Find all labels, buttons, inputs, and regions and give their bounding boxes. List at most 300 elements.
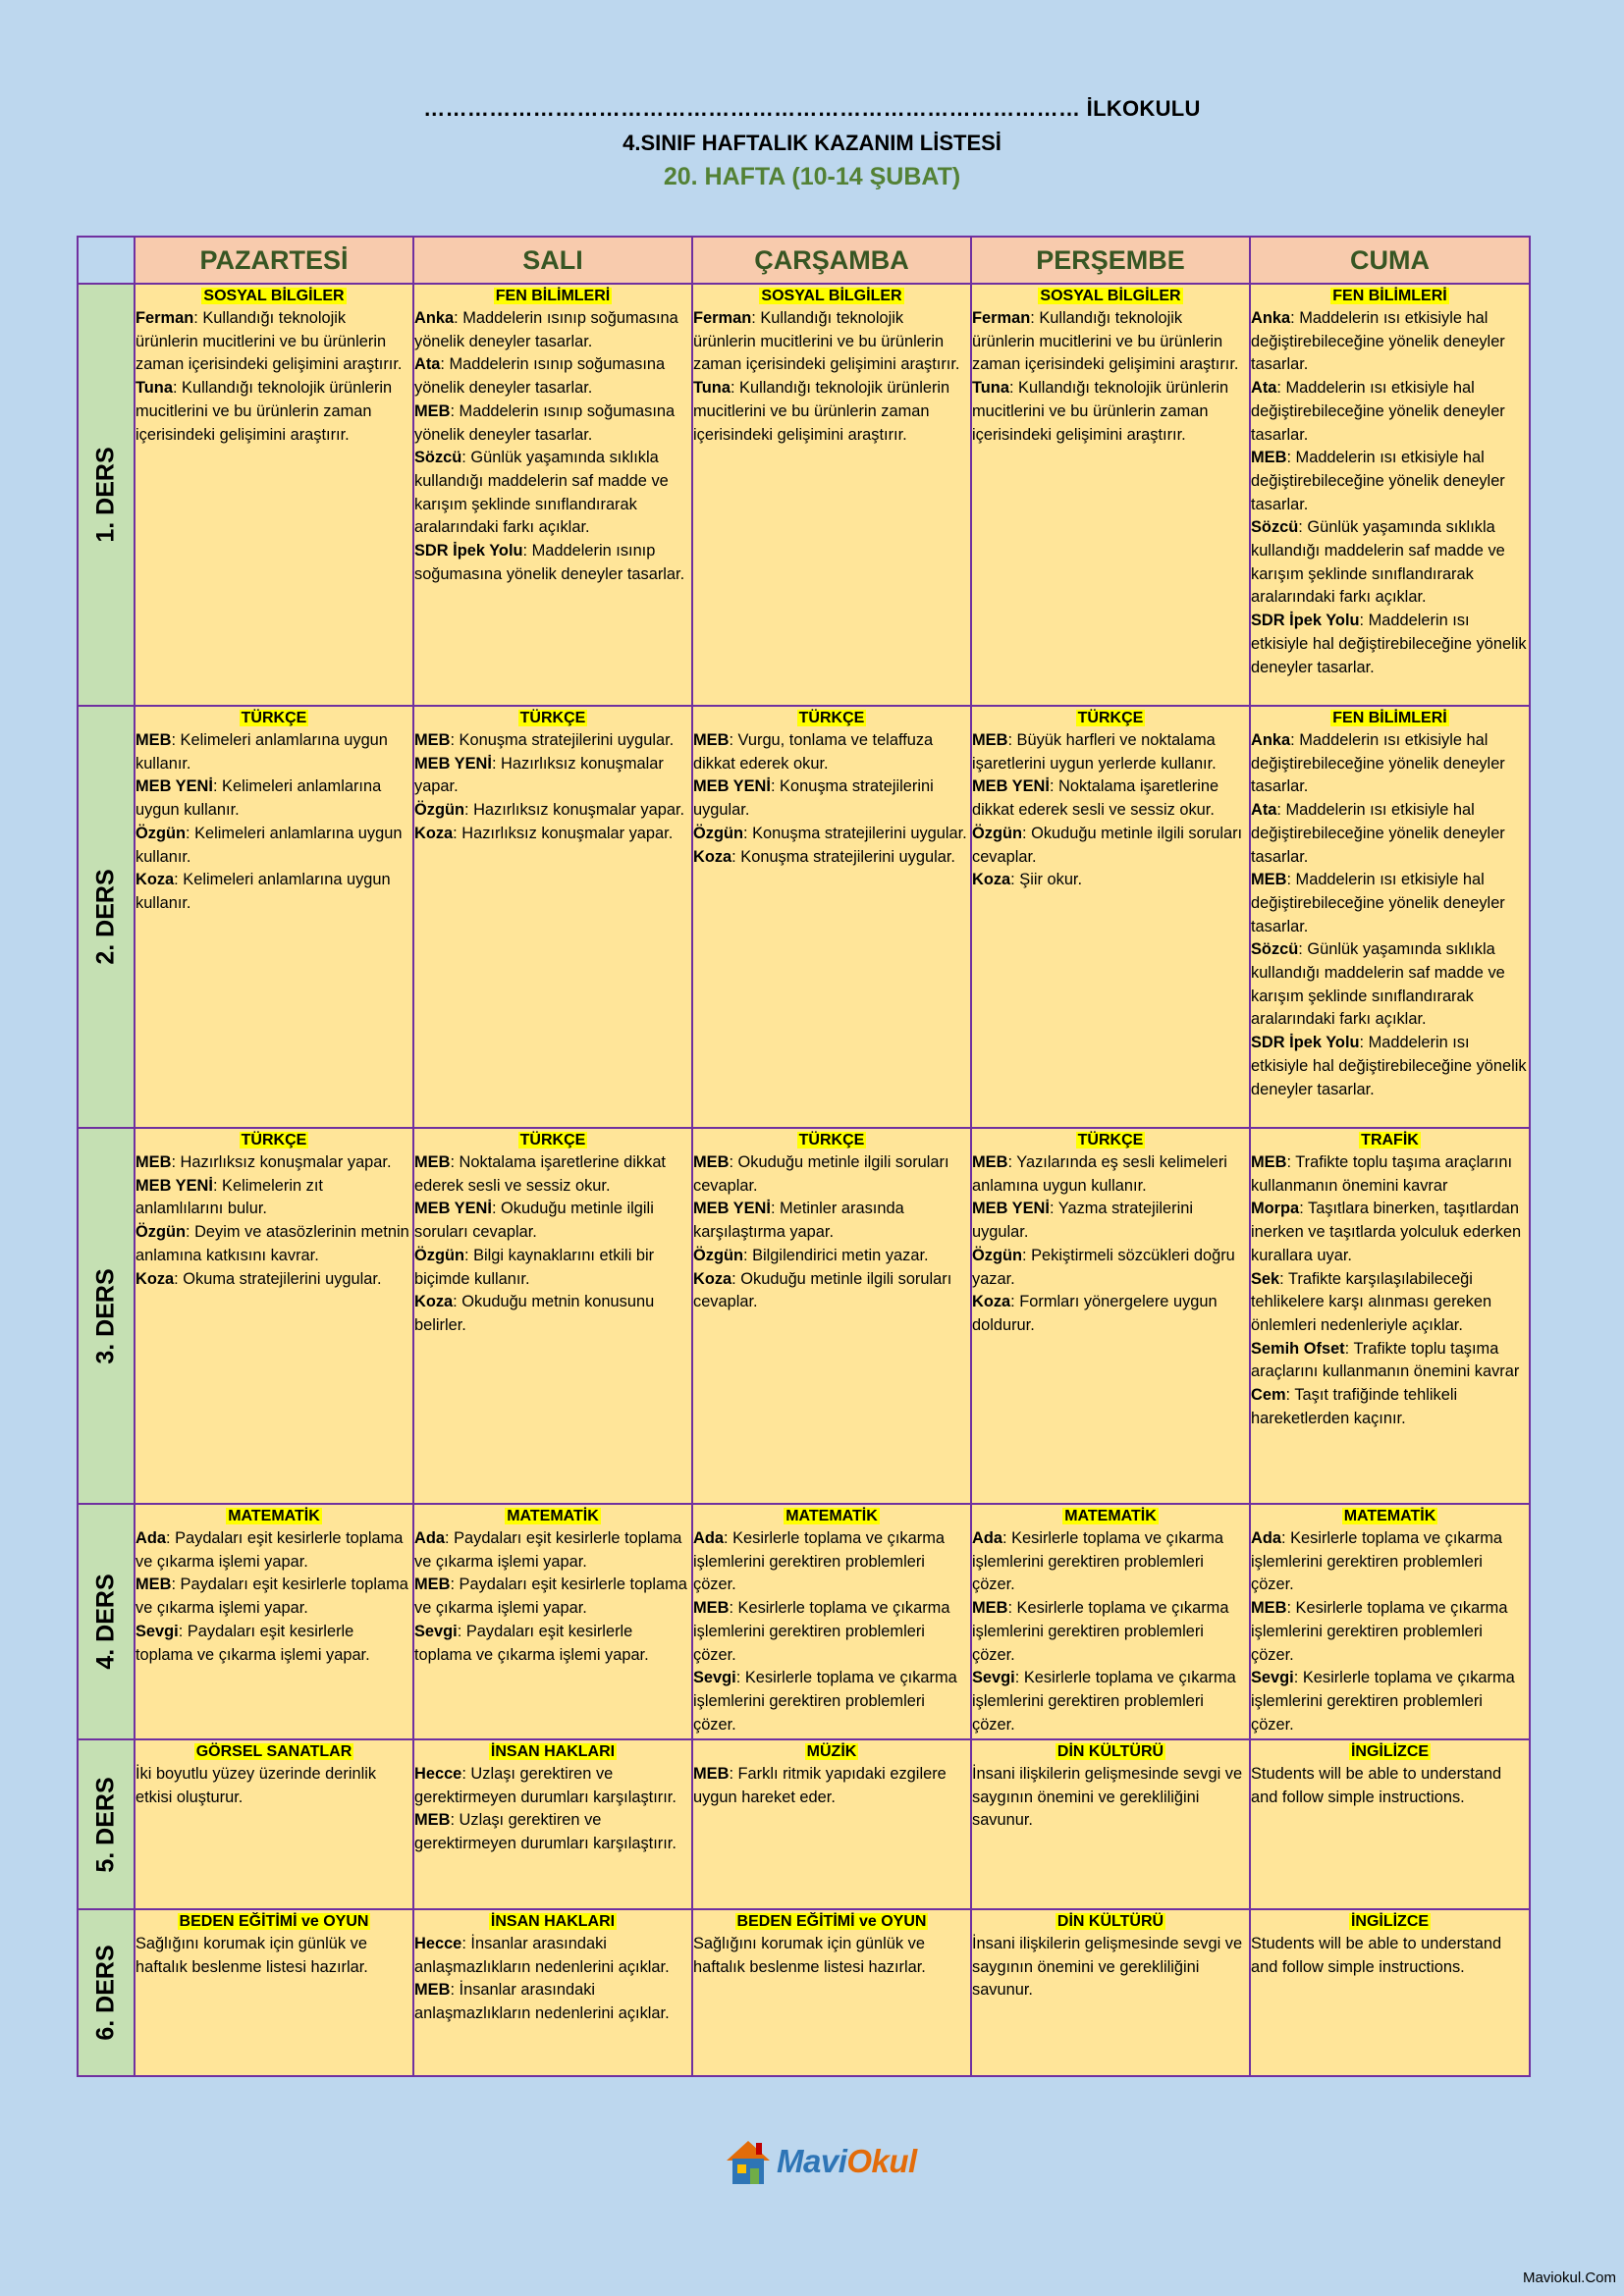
subject-highlight: İNSAN HAKLARI: [490, 1913, 616, 1930]
outcome-item: [1251, 1151, 1529, 1198]
subject-highlight: SOSYAL BİLGİLER: [761, 288, 902, 304]
publisher-name: MEB YENİ: [135, 1176, 213, 1195]
subject-highlight: TÜRKÇE: [798, 710, 865, 726]
outcome-text: : Kullandığı teknolojik ürünlerin mucitlerini ve bu ürünlerin zaman içerisindeki gelişimini araştırır.: [972, 309, 1239, 374]
publisher-name: Sevgi: [972, 1669, 1015, 1687]
publisher-name: Özgün: [972, 1246, 1022, 1264]
subject-title: [414, 285, 691, 307]
outcome-item: [972, 1933, 1249, 2002]
outcome-text: : Kesirlerle toplama ve çıkarma işlemlerini gerektiren problemleri çözer.: [693, 1599, 950, 1664]
subject-title: [972, 1740, 1249, 1763]
outcome-item: [693, 729, 970, 775]
outcome-text: İnsani ilişkilerin gelişmesinde sevgi ve saygının önemini ve gerekliliğini savunur.: [972, 1935, 1243, 2000]
publisher-name: Koza: [135, 871, 175, 889]
period-row: [78, 1909, 1530, 2076]
outcome-text: : Hazırlıksız konuşmalar yapar.: [414, 754, 664, 796]
outcome-text: : Paydaları eşit kesirlerle toplama ve çıkarma işlemi yapar.: [135, 1622, 370, 1664]
outcome-item: [135, 729, 412, 775]
publisher-name: Sözcü: [1251, 518, 1299, 537]
publisher-name: SDR İpek Yolu: [1251, 612, 1360, 630]
subject-title: [1251, 285, 1529, 307]
week-title: 20. HAFTA (10-14 ŞUBAT): [663, 163, 961, 190]
outcome-item: [693, 1527, 970, 1597]
outcome-text: : Hazırlıksız konuşmalar yapar.: [463, 801, 685, 820]
publisher-name: Özgün: [414, 801, 464, 820]
outcome-item: [972, 1527, 1249, 1597]
outcome-item: [414, 823, 691, 846]
outcome-cell: [692, 1739, 971, 1909]
outcome-text: : Okuduğu metinle ilgili soruları cevaplar.: [693, 1153, 949, 1195]
outcome-text: : Kesirlerle toplama ve çıkarma işlemlerini gerektiren problemleri çözer.: [972, 1599, 1229, 1664]
outcome-item: [693, 823, 970, 846]
outcome-text: : Kesirlerle toplama ve çıkarma işlemlerini gerektiren problemleri çözer.: [1251, 1529, 1502, 1594]
subject-highlight: TÜRKÇE: [241, 1132, 307, 1148]
outcome-item: [1251, 610, 1529, 679]
outcome-text: : Kesirlerle toplama ve çıkarma işlemlerini gerektiren problemleri çözer.: [1251, 1669, 1515, 1734]
outcome-text: : Konuşma stratejilerini uygular.: [742, 824, 967, 842]
outcome-text: : Okuduğu metinle ilgili soruları cevaplar.: [972, 824, 1243, 866]
publisher-name: SDR İpek Yolu: [414, 542, 523, 561]
table-corner: [78, 237, 135, 284]
publisher-name: Koza: [135, 1269, 175, 1288]
outcome-item: [693, 1245, 970, 1268]
outcome-item: [135, 307, 412, 377]
subject-highlight: İNGİLİZCE: [1350, 1743, 1430, 1760]
outcome-text: : İnsanlar arasındaki anlaşmazlıkların nedenlerini açıklar.: [414, 1935, 670, 1976]
outcome-item: [1251, 869, 1529, 938]
outcome-item: [135, 775, 412, 822]
outcome-item: [1251, 1597, 1529, 1667]
publisher-name: MEB: [1251, 1153, 1287, 1171]
outcome-cell: [413, 1739, 692, 1909]
outcome-cell: [135, 1504, 413, 1739]
outcome-text: : Maddelerin ısı etkisiyle hal değiştirebileceğine yönelik deneyler tasarlar.: [1251, 309, 1505, 374]
outcome-text: : Metinler arasında karşılaştırma yapar.: [693, 1200, 904, 1242]
outcome-cell: [692, 1504, 971, 1739]
period-row: [78, 706, 1530, 1128]
outcome-text: : Noktalama işaretlerine dikkat ederek sesli ve sessiz okur.: [972, 777, 1219, 820]
school-name: ……………………………………………………………………………… İLKOKULU: [423, 96, 1201, 121]
publisher-name: SDR İpek Yolu: [1251, 1034, 1360, 1052]
publisher-name: MEB YENİ: [693, 1200, 771, 1218]
outcome-text: İnsani ilişkilerin gelişmesinde sevgi ve saygının önemini ve gerekliliğini savunur.: [972, 1765, 1243, 1830]
outcome-item: [972, 1198, 1249, 1244]
outcome-item: [1251, 1032, 1529, 1101]
outcome-text: : Hazırlıksız konuşmalar yapar.: [171, 1153, 392, 1171]
outcome-text: : Bilgilendirici metin yazar.: [742, 1246, 929, 1264]
publisher-name: MEB: [693, 731, 730, 749]
outcome-item: [693, 846, 970, 870]
outcome-text: : Taşıtlara binerken, taşıtlardan inerken ve taşıtlarda yolculuk ederken kurallara uyar.: [1251, 1200, 1522, 1264]
subject-highlight: MATEMATİK: [1064, 1508, 1157, 1524]
publisher-name: Sek: [1251, 1269, 1280, 1288]
outcome-text: : Kesirlerle toplama ve çıkarma işlemlerini gerektiren problemleri çözer.: [972, 1669, 1236, 1734]
publisher-name: Sevgi: [1251, 1669, 1294, 1687]
outcome-text: : Kesirlerle toplama ve çıkarma işlemlerini gerektiren problemleri çözer.: [1251, 1599, 1508, 1664]
publisher-name: MEB YENİ: [414, 754, 492, 773]
outcome-text: : Yazılarında eş sesli kelimeleri anlamına uygun kullanır.: [972, 1153, 1227, 1195]
outcome-item: [1251, 729, 1529, 799]
house-icon: [724, 2135, 773, 2194]
outcome-text: : Kullandığı teknolojik ürünlerin mucitlerini ve bu ürünlerin zaman içerisindeki gelişimini araştırır.: [693, 309, 960, 374]
outcome-item: [1251, 447, 1529, 516]
outcome-text: : Okuduğu metnin konusunu belirler.: [414, 1293, 655, 1334]
subject-title: [135, 1505, 412, 1527]
subject-highlight: FEN BİLİMLERİ: [1332, 288, 1447, 304]
subject-title: [972, 1505, 1249, 1527]
outcome-item: [135, 1933, 412, 1979]
outcome-item: [414, 1291, 691, 1337]
subject-highlight: İNGİLİZCE: [1350, 1913, 1430, 1930]
subject-highlight: BEDEN EĞİTİMİ ve OYUN: [179, 1913, 369, 1930]
outcome-item: [135, 1175, 412, 1221]
outcome-item: [135, 1763, 412, 1809]
outcome-cell: [135, 1739, 413, 1909]
subject-highlight: FEN BİLİMLERİ: [495, 288, 611, 304]
outcome-cell: [971, 706, 1250, 1128]
subject-highlight: MATEMATİK: [1343, 1508, 1436, 1524]
outcome-text: : Maddelerin ısı etkisiyle hal değiştirebileceğine yönelik deneyler tasarlar.: [1251, 379, 1505, 444]
outcome-item: [972, 1597, 1249, 1667]
outcome-text: : Kesirlerle toplama ve çıkarma işlemlerini gerektiren problemleri çözer.: [972, 1529, 1223, 1594]
subject-title: [414, 1910, 691, 1933]
outcome-item: [972, 377, 1249, 447]
publisher-name: Tuna: [693, 379, 731, 398]
document-title: 4.SINIF HAFTALIK KAZANIM LİSTESİ: [623, 131, 1001, 155]
subject-title: [414, 707, 691, 729]
publisher-name: MEB: [414, 1153, 451, 1171]
subject-highlight: TÜRKÇE: [1077, 710, 1144, 726]
publisher-name: MEB YENİ: [693, 777, 771, 796]
publisher-name: MEB: [135, 1575, 172, 1594]
period-label: 6. DERS: [91, 1945, 120, 2041]
publisher-name: Cem: [1251, 1386, 1286, 1405]
subject-highlight: FEN BİLİMLERİ: [1332, 710, 1447, 726]
publisher-name: Ada: [135, 1529, 166, 1547]
outcome-text: : Konuşma stratejilerini uygular.: [693, 777, 934, 820]
publisher-name: MEB: [972, 1599, 1008, 1618]
publisher-name: Sözcü: [414, 449, 462, 467]
outcome-cell: [692, 706, 971, 1128]
subject-highlight: MATEMATİK: [507, 1508, 599, 1524]
outcome-text: : Maddelerin ısınıp soğumasına yönelik deneyler tasarlar.: [414, 355, 666, 398]
outcome-cell: [692, 284, 971, 706]
publisher-name: Koza: [972, 1293, 1011, 1311]
outcome-item: [972, 1291, 1249, 1337]
outcome-item: [414, 1527, 691, 1574]
publisher-name: Ada: [1251, 1529, 1281, 1547]
outcome-cell: [135, 706, 413, 1128]
outcome-item: [414, 400, 691, 447]
outcome-cell: [413, 284, 692, 706]
outcome-item: [414, 1245, 691, 1291]
outcome-text: : Farklı ritmik yapıdaki ezgilere uygun hareket eder.: [693, 1765, 947, 1806]
outcome-cell: [971, 1504, 1250, 1739]
publisher-name: MEB: [135, 1153, 172, 1171]
publisher-name: MEB: [414, 1981, 451, 2000]
outcome-text: : Maddelerin ısı etkisiyle hal değiştirebileceğine yönelik deneyler tasarlar.: [1251, 449, 1505, 513]
outcome-item: [1251, 1763, 1529, 1809]
period-label-cell: [78, 284, 135, 706]
publisher-name: Ata: [1251, 379, 1277, 398]
outcome-text: : Kelimelerin zıt anlamlılarını bulur.: [135, 1176, 323, 1218]
publisher-name: Ada: [972, 1529, 1002, 1547]
outcome-item: [693, 377, 970, 447]
outcome-cell: [971, 1909, 1250, 2076]
subject-title: [135, 1740, 412, 1763]
subject-title: [1251, 1740, 1529, 1763]
publisher-name: Ferman: [972, 309, 1031, 327]
subject-highlight: SOSYAL BİLGİLER: [203, 288, 345, 304]
outcome-text: Sağlığını korumak için günlük ve haftalık beslenme listesi hazırlar.: [135, 1935, 368, 1976]
logo-text: MaviOkul: [777, 2143, 917, 2179]
subject-title: [135, 285, 412, 307]
publisher-name: Özgün: [135, 1223, 186, 1242]
outcome-item: [414, 729, 691, 753]
outcome-item: [135, 1621, 412, 1667]
day-header-wednesday: ÇARŞAMBA: [692, 237, 971, 284]
outcome-item: [135, 823, 412, 869]
subject-highlight: TRAFİK: [1361, 1132, 1419, 1148]
outcome-item: [135, 1268, 412, 1292]
outcome-text: : Bilgi kaynaklarını etkili bir biçimde kullanır.: [414, 1246, 655, 1288]
outcome-text: : Maddelerin ısı etkisiyle hal değiştirebileceğine yönelik deneyler tasarlar.: [1251, 801, 1505, 866]
publisher-name: MEB: [414, 401, 451, 420]
outcome-item: [972, 1667, 1249, 1736]
subject-title: [1251, 1129, 1529, 1151]
outcome-item: [135, 869, 412, 915]
outcome-text: : Şiir okur.: [1010, 871, 1083, 889]
outcome-item: [1251, 799, 1529, 869]
publisher-name: MEB: [1251, 1599, 1287, 1618]
subject-title: [693, 1740, 970, 1763]
outcome-text: : Kullandığı teknolojik ürünlerin mucitlerini ve bu ürünlerin zaman içerisindeki gelişimini araştırır.: [693, 379, 950, 444]
outcome-item: [1251, 1667, 1529, 1736]
outcome-text: : Kelimeleri anlamlarına uygun kullanır.: [135, 731, 388, 773]
publisher-name: Ata: [414, 355, 441, 374]
outcome-cell: [1250, 1128, 1530, 1504]
publisher-name: Ferman: [135, 309, 194, 327]
outcome-text: : Kelimeleri anlamlarına uygun kullanır.: [135, 871, 391, 912]
outcome-item: [693, 775, 970, 822]
outcome-item: [414, 753, 691, 799]
outcome-cell: [413, 1128, 692, 1504]
subject-highlight: TÜRKÇE: [1077, 1132, 1144, 1148]
publisher-name: Ferman: [693, 309, 752, 327]
outcome-text: : Kullandığı teknolojik ürünlerin mucitlerini ve bu ürünlerin zaman içerisindeki gelişimini araştırır.: [972, 379, 1229, 444]
period-label: 1. DERS: [91, 447, 120, 543]
outcome-item: [693, 307, 970, 377]
outcome-cell: [971, 1739, 1250, 1909]
publisher-name: MEB: [414, 731, 451, 749]
publisher-name: MEB: [135, 731, 172, 749]
outcome-item: [414, 799, 691, 823]
publisher-name: Koza: [414, 824, 454, 842]
outcome-text: : Paydaları eşit kesirlerle toplama ve çıkarma işlemi yapar.: [414, 1529, 682, 1571]
period-row: [78, 1504, 1530, 1739]
publisher-name: Koza: [414, 1293, 454, 1311]
outcome-item: [135, 1527, 412, 1574]
subject-title: [414, 1505, 691, 1527]
outcome-item: [414, 1574, 691, 1620]
outcome-text: : Taşıt trafiğinde tehlikeli hareketlerden kaçınır.: [1251, 1386, 1458, 1427]
outcome-text: : Günlük yaşamında sıklıkla kullandığı maddelerin saf madde ve karışım şeklinde sınıflandırarak aralarındaki farkı açıklar.: [414, 449, 669, 537]
publisher-name: Özgün: [135, 824, 186, 842]
period-label: 4. DERS: [91, 1574, 120, 1670]
outcome-text: : Deyim ve atasözlerinin metnin anlamına katkısını kavrar.: [135, 1223, 409, 1264]
outcome-text: : Maddelerin ısı etkisiyle hal değiştirebileceğine yönelik deneyler tasarlar.: [1251, 612, 1527, 676]
subject-highlight: DİN KÜLTÜRÜ: [1056, 1913, 1164, 1930]
outcome-text: : Maddelerin ısınıp soğumasına yönelik deneyler tasarlar.: [414, 542, 685, 583]
publisher-name: Koza: [972, 871, 1011, 889]
day-header-tuesday: SALI: [413, 237, 692, 284]
publisher-name: Tuna: [972, 379, 1009, 398]
outcome-text: : Kelimeleri anlamlarına uygun kullanır.: [135, 777, 382, 820]
outcome-item: [972, 729, 1249, 775]
outcome-item: [693, 1933, 970, 1979]
period-label-cell: [78, 1739, 135, 1909]
outcome-cell: [1250, 1909, 1530, 2076]
publisher-name: MEB YENİ: [972, 1200, 1050, 1218]
outcome-text: : Formları yönergelere uygun doldurur.: [972, 1293, 1218, 1334]
outcome-text: Students will be able to understand and follow simple instructions.: [1251, 1935, 1502, 1976]
weekly-outcomes-table: [77, 236, 1531, 2077]
outcome-text: : Konuşma stratejilerini uygular.: [450, 731, 675, 749]
outcome-item: [972, 1151, 1249, 1198]
publisher-name: Sözcü: [1251, 940, 1299, 959]
outcome-item: [693, 1268, 970, 1314]
outcome-text: : Paydaları eşit kesirlerle toplama ve çıkarma işlemi yapar.: [135, 1529, 404, 1571]
subject-title: [693, 1505, 970, 1527]
publisher-name: Özgün: [414, 1246, 464, 1264]
outcome-item: [414, 1151, 691, 1198]
footer-url: Maviokul.Com: [1522, 2269, 1616, 2286]
outcome-text: : Okuduğu metinle ilgili soruları cevaplar.: [414, 1200, 654, 1242]
publisher-name: Sevgi: [414, 1622, 458, 1640]
outcome-item: [1251, 516, 1529, 610]
outcome-item: [414, 353, 691, 400]
outcome-cell: [971, 1128, 1250, 1504]
outcome-item: [1251, 1338, 1529, 1384]
subject-title: [135, 1910, 412, 1933]
publisher-name: Tuna: [135, 379, 173, 398]
outcome-item: [693, 1763, 970, 1809]
outcome-item: [414, 1763, 691, 1809]
document-header: [0, 96, 1624, 191]
period-label: 2. DERS: [91, 869, 120, 965]
subject-title: [972, 707, 1249, 729]
outcome-cell: [135, 284, 413, 706]
publisher-name: MEB: [972, 731, 1008, 749]
outcome-cell: [413, 1504, 692, 1739]
period-label-cell: [78, 1128, 135, 1504]
outcome-text: : Noktalama işaretlerine dikkat ederek sesli ve sessiz okur.: [414, 1153, 666, 1195]
subject-highlight: MATEMATİK: [228, 1508, 320, 1524]
publisher-name: Sevgi: [693, 1669, 736, 1687]
outcome-text: : Maddelerin ısı etkisiyle hal değiştirebileceğine yönelik deneyler tasarlar.: [1251, 871, 1505, 935]
outcome-item: [693, 1597, 970, 1667]
period-label: 3. DERS: [91, 1267, 120, 1364]
outcome-text: : Konuşma stratejilerini uygular.: [731, 847, 955, 866]
publisher-name: Özgün: [693, 1246, 743, 1264]
outcome-text: : Maddelerin ısı etkisiyle hal değiştirebileceğine yönelik deneyler tasarlar.: [1251, 1034, 1527, 1098]
publisher-name: MEB YENİ: [414, 1200, 492, 1218]
period-label-cell: [78, 1909, 135, 2076]
publisher-name: Anka: [1251, 309, 1291, 327]
outcome-cell: [1250, 706, 1530, 1128]
outcome-cell: [1250, 1504, 1530, 1739]
outcome-text: : Kesirlerle toplama ve çıkarma işlemlerini gerektiren problemleri çözer.: [693, 1669, 957, 1734]
outcome-text: : Hazırlıksız konuşmalar yapar.: [453, 824, 674, 842]
outcome-item: [135, 1151, 412, 1175]
outcome-item: [414, 540, 691, 586]
publisher-name: MEB YENİ: [135, 777, 213, 796]
subject-title: [1251, 707, 1529, 729]
subject-highlight: MÜZİK: [806, 1743, 857, 1760]
subject-title: [414, 1740, 691, 1763]
publisher-name: Anka: [414, 309, 455, 327]
outcome-item: [693, 1667, 970, 1736]
table-body: [78, 284, 1530, 2076]
outcome-item: [414, 1198, 691, 1244]
outcome-item: [1251, 377, 1529, 447]
subject-title: [693, 285, 970, 307]
outcome-text: : Maddelerin ısınıp soğumasına yönelik deneyler tasarlar.: [414, 309, 678, 350]
outcome-text: : Paydaları eşit kesirlerle toplama ve çıkarma işlemi yapar.: [135, 1575, 408, 1618]
subject-title: [972, 285, 1249, 307]
subject-highlight: İNSAN HAKLARI: [490, 1743, 616, 1760]
publisher-name: Morpa: [1251, 1200, 1300, 1218]
subject-highlight: TÜRKÇE: [519, 1132, 586, 1148]
outcome-cell: [135, 1909, 413, 2076]
publisher-name: Ada: [414, 1529, 445, 1547]
outcome-text: : Trafikte karşılaşılabileceği tehlikelere karşı alınması gereken önlemleri nedenleriyle açıklar.: [1251, 1269, 1492, 1334]
outcome-item: [1251, 1527, 1529, 1597]
day-header-monday: PAZARTESİ: [135, 237, 413, 284]
outcome-item: [414, 1933, 691, 1979]
outcome-item: [135, 377, 412, 447]
outcome-text: : Okuma stratejilerini uygular.: [174, 1269, 382, 1288]
subject-title: [135, 1129, 412, 1151]
publisher-name: Sevgi: [135, 1622, 179, 1640]
maviokul-logo: [724, 2135, 917, 2194]
outcome-text: : Uzlaşı gerektiren ve gerektirmeyen durumları karşılaştırır.: [414, 1811, 677, 1853]
outcome-text: : Günlük yaşamında sıklıkla kullandığı maddelerin saf madde ve karışım şeklinde sınıflandırarak aralarındaki farkı açıklar.: [1251, 518, 1505, 607]
outcome-item: [972, 823, 1249, 869]
day-header-row: [78, 237, 1530, 284]
subject-title: [693, 1129, 970, 1151]
outcome-text: Students will be able to understand and follow simple instructions.: [1251, 1765, 1502, 1806]
day-header-friday: CUMA: [1250, 237, 1530, 284]
outcome-item: [972, 1763, 1249, 1833]
subject-highlight: MATEMATİK: [785, 1508, 878, 1524]
subject-highlight: TÜRKÇE: [798, 1132, 865, 1148]
publisher-name: Koza: [693, 847, 732, 866]
publisher-name: Hecce: [414, 1935, 462, 1952]
outcome-text: : Trafikte toplu taşıma araçlarını kullanmanın önemini kavrar: [1251, 1153, 1513, 1195]
outcome-text: : Maddelerin ısınıp soğumasına yönelik deneyler tasarlar.: [414, 401, 676, 444]
outcome-text: : Pekiştirmeli sözcükleri doğru yazar.: [972, 1246, 1235, 1288]
publisher-name: MEB: [414, 1811, 451, 1830]
outcome-cell: [692, 1909, 971, 2076]
outcome-cell: [971, 284, 1250, 706]
publisher-name: MEB: [693, 1153, 730, 1171]
period-row: [78, 284, 1530, 706]
outcome-item: [414, 447, 691, 540]
outcome-text: : Kesirlerle toplama ve çıkarma işlemlerini gerektiren problemleri çözer.: [693, 1529, 945, 1594]
day-header-thursday: PERŞEMBE: [971, 237, 1250, 284]
outcome-item: [1251, 307, 1529, 377]
